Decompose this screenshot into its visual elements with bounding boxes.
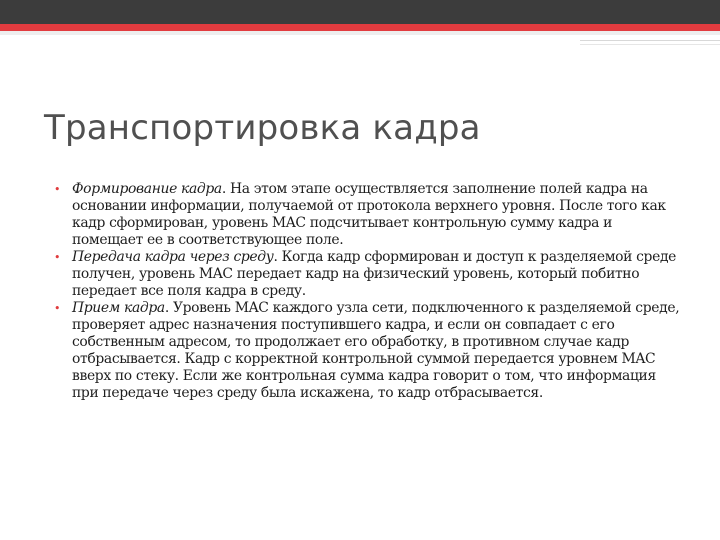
header-band-accent	[0, 24, 720, 31]
bullet-text: . Уровень MAC каждого узла сети, подключенного к разделяемой среде, проверяет адрес назначения поступившего кадра, и если он совпадает с его собственным адресом, то продолжает его обработку, в противном случае кадр отбрасывается. Кадр с корректной контрольной суммой передается уровнем MAC вверх по стеку. Если же контрольная сумма кадра говорит о том, что информация при передаче через среду была искажена, то кадр отбрасывается.	[72, 300, 680, 401]
bullet-text: . На этом этапе осуществляется заполнение полей кадра на основании информации, получаемой от протокола верхнего уровня. После того как кадр сформирован, уровень MAC подсчитывает контрольную сумму кадра и помещает ее в соответствующее поле.	[72, 181, 666, 248]
bullet-marker: •	[54, 302, 61, 315]
slide-title: Транспортировка кадра	[44, 108, 481, 148]
bullet-term: Передача кадра через среду	[72, 249, 274, 265]
bullet-item-frame-formation	[54, 181, 682, 249]
bullet-item-frame-transmission	[54, 249, 682, 300]
decorative-rule	[580, 40, 720, 41]
bullet-marker: •	[54, 251, 61, 264]
bullet-text: . Когда кадр сформирован и доступ к разделяемой среде получен, уровень MAC передает кадр на физический уровень, который побитно передает все поля кадра в среду.	[72, 249, 677, 299]
bullet-item-frame-reception	[54, 300, 682, 402]
bullet-list	[54, 181, 682, 402]
bullet-term: Формирование кадра	[72, 181, 222, 197]
slide-body	[54, 181, 682, 402]
bullet-marker: •	[54, 183, 61, 196]
header-band-dark	[0, 0, 720, 24]
decorative-rule-secondary	[580, 44, 720, 45]
header-band-light	[0, 31, 720, 35]
bullet-term: Прием кадра	[72, 300, 165, 316]
